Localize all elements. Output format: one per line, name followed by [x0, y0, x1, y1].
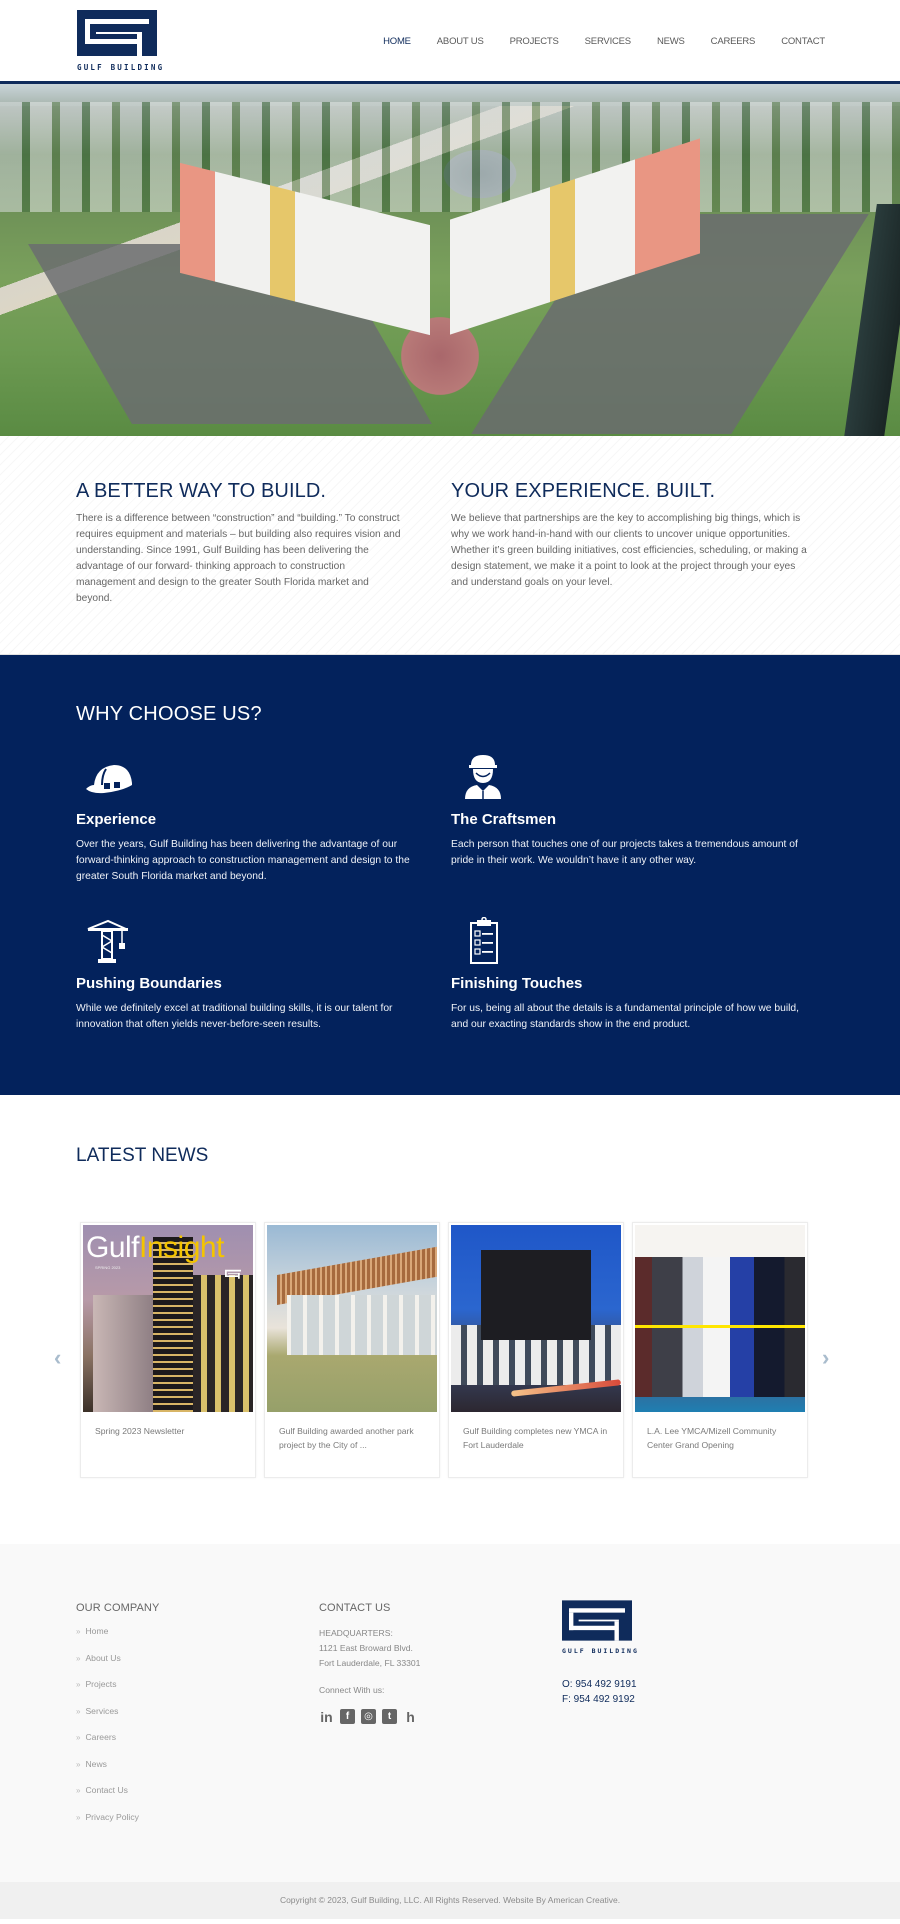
site-footer: [0, 1544, 900, 1882]
double-chevron-right-icon: »: [76, 1706, 81, 1716]
news-card[interactable]: [632, 1222, 808, 1478]
news-thumbnail-ribbon-cutting[interactable]: [635, 1225, 805, 1412]
nav-about-us[interactable]: ABOUT US: [436, 36, 484, 47]
nav-news[interactable]: NEWS: [656, 36, 685, 47]
site-logo[interactable]: [77, 10, 165, 72]
double-chevron-right-icon: »: [76, 1759, 81, 1769]
feature-body: Over the years, Gulf Building has been delivering the advantage of our forward-thinking approach to construction management and design to the greater South Florida market and beyond.: [76, 839, 410, 882]
crane-icon: [82, 917, 134, 965]
fax-number: F: 954 492 9192: [562, 1694, 635, 1705]
main-nav: [357, 36, 825, 47]
footer-contact-heading: CONTACT US: [319, 1602, 391, 1614]
footer-link-label[interactable]: Home: [85, 1626, 109, 1636]
double-chevron-right-icon: »: [76, 1627, 81, 1636]
instagram-icon[interactable]: ◎: [361, 1709, 376, 1724]
feature-body: For us, being all about the details is a fundamental principle of how we build, and our exacting standards show in the end product.: [451, 1003, 800, 1030]
double-chevron-right-icon: »: [76, 1680, 81, 1689]
nav-services[interactable]: SERVICES: [584, 36, 631, 47]
footer-link-label[interactable]: About Us: [85, 1652, 121, 1663]
footer-link-label[interactable]: Projects: [85, 1679, 117, 1689]
news-heading: LATEST NEWS: [76, 1145, 209, 1166]
footer-link-news[interactable]: [76, 1759, 159, 1786]
intro-your-experience: [451, 480, 811, 591]
feature-pushing-boundaries: [76, 917, 436, 1033]
why-heading: WHY CHOOSE US?: [76, 703, 262, 725]
news-caption[interactable]: Gulf Building completes new YMCA in Fort Lauderdale: [463, 1426, 608, 1450]
footer-company-heading: OUR COMPANY: [76, 1602, 160, 1614]
footer-link-services[interactable]: [76, 1706, 159, 1733]
copyright-bar: Copyright © 2023, Gulf Building, LLC. All Rights Reserved. Website By American Creative.: [0, 1882, 900, 1919]
footer-phones: [562, 1677, 639, 1707]
news-caption[interactable]: Gulf Building awarded another park project by the City of ...: [279, 1426, 414, 1450]
feature-experience: [76, 753, 436, 885]
feature-title: Finishing Touches: [451, 975, 583, 992]
news-caption[interactable]: Spring 2023 Newsletter: [95, 1426, 185, 1436]
worker-icon: [457, 753, 509, 801]
gulf-building-logo-icon: [562, 1600, 632, 1641]
site-header: [0, 0, 900, 84]
feature-finishing-touches: [451, 917, 811, 1033]
houzz-icon[interactable]: h: [406, 1708, 415, 1725]
cover-title-insight: Insight: [139, 1231, 224, 1264]
pavilion-columns: [287, 1295, 437, 1355]
nav-contact[interactable]: CONTACT: [781, 36, 825, 47]
address-line-1: 1121 East Broward Blvd.: [319, 1643, 413, 1653]
cover-title-gulf: Gulf: [86, 1231, 140, 1264]
news-carousel: [80, 1222, 808, 1478]
double-chevron-right-icon: »: [76, 1812, 81, 1822]
logo-wordmark: GULF BUILDING: [77, 63, 165, 72]
footer-link-privacy-policy[interactable]: [76, 1812, 159, 1839]
intro-left-body: There is a difference between “construction” and “building.” To construct requires equipment and materials – but building also requires vision and understanding. Since 1991, Gulf Building has been delivering the advantage of our forward- thinking approach to construction management and design to the greater South Florida market and beyond.: [76, 513, 401, 604]
feature-craftsmen: [451, 753, 811, 869]
cover-building-left: [93, 1295, 153, 1412]
feature-title: Pushing Boundaries: [76, 975, 222, 992]
hero-aerial-image: [0, 84, 900, 436]
footer-link-about-us[interactable]: [76, 1653, 159, 1680]
nav-home[interactable]: HOME: [383, 36, 411, 47]
hero-town: [0, 102, 900, 212]
footer-our-company: [76, 1602, 159, 1838]
feature-body: While we definitely excel at traditional building skills, it is our talent for innovation that often yields never-before-seen results.: [76, 1003, 393, 1030]
linkedin-icon[interactable]: in: [320, 1708, 333, 1725]
clipboard-checklist-icon: [457, 917, 509, 965]
footer-link-label[interactable]: Services: [85, 1705, 119, 1716]
news-card[interactable]: [80, 1222, 256, 1478]
office-phone[interactable]: O: 954 492 9191: [562, 1679, 637, 1690]
footer-link-label[interactable]: Contact Us: [85, 1785, 128, 1795]
nav-careers[interactable]: CAREERS: [710, 36, 756, 47]
latest-news-section: [0, 1095, 900, 1544]
social-links: [319, 1709, 420, 1724]
cover-building-right: [193, 1275, 253, 1412]
nav-projects[interactable]: PROJECTS: [509, 36, 559, 47]
footer-contact-us: [319, 1602, 420, 1724]
footer-logo-wordmark: GULF BUILDING: [562, 1647, 639, 1655]
news-card[interactable]: [264, 1222, 440, 1478]
intro-section: [0, 436, 900, 654]
double-chevron-right-icon: »: [76, 1653, 81, 1663]
double-chevron-right-icon: »: [76, 1733, 81, 1742]
feature-title: Experience: [76, 811, 157, 828]
intro-better-way: [76, 480, 406, 607]
footer-link-contact-us[interactable]: [76, 1785, 159, 1812]
double-chevron-right-icon: »: [76, 1786, 81, 1795]
news-thumbnail-ymca-building[interactable]: [451, 1225, 621, 1412]
connect-label: Connect With us:: [319, 1685, 385, 1695]
cover-title: [86, 1231, 224, 1265]
footer-link-label[interactable]: News: [85, 1758, 107, 1769]
footer-links: [76, 1626, 159, 1838]
why-choose-us-section: [0, 654, 900, 1095]
intro-right-heading: YOUR EXPERIENCE. BUILT.: [451, 480, 716, 502]
hq-label: HEADQUARTERS:: [319, 1628, 393, 1638]
intro-left-heading: A BETTER WAY TO BUILD.: [76, 480, 327, 502]
yellow-ribbon: [635, 1325, 805, 1328]
hard-hat-icon: [82, 753, 134, 801]
footer-link-careers[interactable]: [76, 1732, 159, 1759]
footer-address: [319, 1626, 420, 1671]
address-line-2: Fort Lauderdale, FL 33301: [319, 1658, 421, 1668]
footer-link-label[interactable]: Careers: [85, 1732, 117, 1742]
footer-link-home[interactable]: [76, 1626, 159, 1653]
news-thumbnail-newsletter-cover[interactable]: [83, 1225, 253, 1412]
intro-right-body: We believe that partnerships are the key to accomplishing big things, which is why we work hand-in-hand with our clients to uncover unique opportunities. Whether it’s green building initiatives, cost efficiencies, scheduling, or making a design statement, we make it a point to look at the project through your eyes and understand goals on your level.: [451, 513, 807, 588]
footer-link-label[interactable]: Privacy Policy: [85, 1811, 139, 1822]
news-card[interactable]: [448, 1222, 624, 1478]
footer-brand: [562, 1600, 639, 1707]
news-thumbnail-park-pavilion[interactable]: [267, 1225, 437, 1412]
feature-title: The Craftsmen: [451, 811, 557, 828]
gulf-building-logo-icon: [223, 1268, 243, 1280]
twitter-icon[interactable]: t: [382, 1709, 397, 1724]
gulf-building-logo-icon: [77, 10, 157, 56]
facebook-icon[interactable]: f: [340, 1709, 355, 1724]
feature-body: Each person that touches one of our projects takes a tremendous amount of pride in their work. We wouldn’t have it any other way.: [451, 839, 798, 866]
news-caption[interactable]: L.A. Lee YMCA/Mizell Community Center Grand Opening: [647, 1426, 777, 1450]
carousel-next-chevron-right-icon[interactable]: ›: [822, 1345, 830, 1370]
carousel-prev-chevron-left-icon[interactable]: ‹: [54, 1345, 62, 1370]
ymca-black-box: [481, 1250, 591, 1340]
cover-subtitle: SPRING 2023: [95, 1265, 121, 1270]
footer-link-projects[interactable]: [76, 1679, 159, 1706]
